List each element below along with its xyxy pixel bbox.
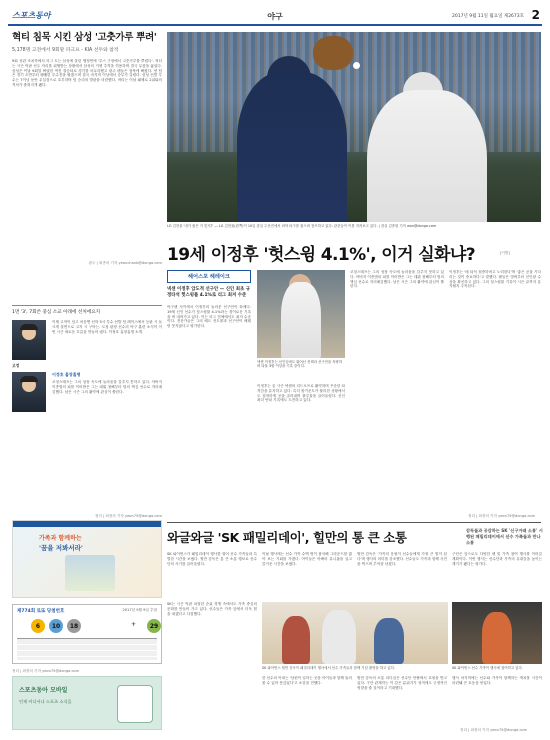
bottom-column-6: 한 선수의 아내는 '남편이 일하는 곳을 아이들과 함께 둘러볼 수 있어 뜻깊었다'고 소감을 전했다. — [262, 676, 352, 685]
main-headline: 19세 이정후 '헛스윙 4.1%', 이거 실화냐? — [167, 245, 475, 265]
baseball-glove-icon — [313, 36, 353, 70]
main-story-column-2 — [257, 384, 345, 514]
family-day-photo-2 — [452, 602, 542, 664]
main-body-1: 야구팬 사이에서 이정후의 놀라운 선구안이 화제다. 19세 신인 선수가 헛스윙률 4.1%라는 경이로운 기록을 써 내려가고 있다. 이는 리그 전체에서도 최저 수준이다. 전문가들은 그의 배트 컨트롤과 선구안이 베테랑 못지않다고 평가한다. — [167, 305, 251, 329]
bottom-story-byline: 정리 | 최정의 기자 yeon75@donga.com — [460, 728, 528, 732]
bottom-column-1: SK 와이번스가 패밀리데이 행사를 열어 선수 가족들과 특별한 시간을 보냈다. 힐만 감독은 통 큰 소통 행보로 선수단의 사기를 끌어올렸다. — [167, 552, 257, 566]
story-samsung-byline: 광주 | 최종의 기자 yeonchanb@donga.com — [88, 261, 162, 265]
promo-line-2: '꿈을 저봐서라' — [39, 544, 83, 552]
bottom-subhead: 감독들과 공감하는 SK '신구거래 소통' 시행된 패밀리데이에서 선수 가족들과 만나 소통 — [466, 528, 543, 545]
story-samsung-headline: 혁티 침묵 시킨 삼성 '고춧가루 뿌려' — [12, 32, 157, 43]
lotto-ball: 10 — [49, 619, 63, 633]
lotto-prize-table — [17, 638, 157, 660]
family-day-photo — [262, 602, 448, 664]
family-photo-caption-left: SK 와이번스 힐만 감독이 패밀리데이 행사에서 선수 가족들과 함께 기념 촬영을 하고 있다. — [262, 666, 396, 670]
main-body-3: 코칭스태프는 그의 성장 속도에 놀라움을 감추지 못하고 있다. 아버지 이종범의 피를 이어받은 그는 데뷔 첫해부터 팀의 핵심 선수로 자리매김했다. 남은 시즌 그의 활약에 관심이 쏠린다. — [350, 270, 444, 289]
story-profile-text-2: 이정호 흡장흡명 코칭스태프는 그의 성장 속도에 놀라움을 감추지 못하고 있다. 아버지 이종범의 피를 이어받은 그는 데뷔 첫해부터 팀의 핵심 선수로 자리매김했다. 남은 시즌 그의 활약에 관심이 쏠린다. — [52, 372, 162, 394]
ad-line-1: 스포츠동아 모바일 — [19, 687, 68, 694]
lotto-ball: 18 — [67, 619, 81, 633]
section-title: 야구 — [267, 12, 283, 21]
lotto-results — [12, 604, 162, 664]
main-story-column-1 — [167, 270, 251, 549]
lotto-title: 제774회 로또 당첨번호 — [17, 609, 65, 614]
story-profile-text-1: 이제 고작이 임고 처음엔 선학 5시 투수 선발 팀 레이스에서 등판 시 들 크게 홀면으로 고지 시 구아는. 도청 판장 선수의 야구 훈련 소식이 이번 시즌 새로운 흐름을 만들어 냈다. 이정호 흡장흡명 소개. — [52, 320, 162, 334]
promo-image — [65, 555, 115, 591]
bottom-column-8: 행사 마지막에는 선수와 가족이 함께하는 캐치볼 시간이 마련돼 큰 호응을 얻었다. — [452, 676, 542, 685]
bottom-column-5: SK는 시즌 막판 치열한 순위 경쟁 속에서도 가족 중심의 문화를 만들어 가고 있다. 선수들은 가족 앞에서 더욱 힘을 내겠다고 다짐했다. — [167, 602, 257, 616]
story-samsung-body: 9회 상관 조치학에서 리그 트는 삼성에 홀린 행정연에 '투스 구장에서 고춧가루를 뿌렸다'. 혁티는 시즌 막판 선두 자리를 위협받는 상황에서 삼성의 거센 추격을 허용하며 결국 무릎을 꿇었다. 삼성은 이날 9회말 짜릿한 역전 결승타로 경기를 마무리했고 광주 팬들은 침묵에 빠졌다. 양 팀은 경기 초반부터 팽팽한 투수전을 펼쳤으며 결국 마지막 이닝에서 승부가 갈렸다. 삼성 선발 투수는 7이닝 동안 무실점으로 호투하며 팀 승리의 발판을 마련했다. 혁티는 이날 패배로 2위와의 격차가 좁혀지게 됐다. — [12, 59, 162, 87]
page-number: 2 — [531, 8, 540, 22]
main-deck: 넥센 이정후 압도적 선구안 — 신인 최초 규정타석 헛스윙률 4.1%로 리그 최저 수준 — [167, 287, 250, 298]
main-photo-catch — [167, 32, 541, 222]
lg-player-figure — [237, 72, 347, 222]
family-photo-caption-right: SK 와이번스 선수 가족이 행사에 참여하고 있다. — [452, 666, 523, 670]
lotto-plus: + — [131, 621, 137, 628]
bottom-column-7: 힐만 감독의 소통 리더십은 선수단 안팎에서 호평을 받고 있다. 구단 관계자는 이 같은 분위기가 성적에도 긍정적인 영향을 줄 것이라고 기대했다. — [357, 676, 447, 690]
story-samsung — [12, 32, 162, 266]
lee-jung-hoo-photo — [257, 270, 345, 358]
lotto-numbers — [31, 619, 81, 633]
lotto-date: 2017년 9월 9일 추첨 — [122, 608, 157, 612]
story-profile-header: 1면 '3', 7회쓴 중심 소교 아래에 선처에요지 — [12, 310, 101, 315]
bottom-column-4: 구단은 앞으로도 다양한 팬 및 가족 참여 행사를 이어갈 계획이다. 이번 행사는 선수단과 가족의 유대감을 높이는 계기가 됐다는 평가다. — [452, 552, 542, 566]
promo-line-1: 가족과 함께하는 — [39, 535, 82, 542]
section-divider — [167, 522, 541, 523]
masthead-logo: 스포츠동아 — [12, 11, 51, 20]
ad-line-2: 언제 어디서나 스포츠 소식을 — [19, 699, 72, 704]
story-profile — [12, 305, 162, 518]
player-name-1: 고정 — [12, 363, 20, 368]
player-photo-2 — [12, 372, 46, 412]
promo-box[interactable] — [12, 520, 162, 598]
story-profile-byline: 정리 | 최정의 기자 yeon75@donga.com — [94, 514, 162, 518]
main-body-4: 이정후는 '매 타석 집중하려고 노력한다'며 '좋은 공을 기다리는 것이 중요하다'고 말했다. 팬들은 벌써부터 신인왕 수상을 확신하고 있다. 그의 헛스윙률 기록이 시즌 끝까지 유지될지 주목된다. — [449, 270, 541, 289]
page-header — [8, 8, 542, 26]
bottom-column-2: 이날 행사에는 선수 가족 수백 명이 참석해 그라운드를 밟아 보는 기회를 가졌다. 아이들은 아빠의 유니폼을 입고 즐거운 시간을 보냈다. — [262, 552, 352, 566]
dateline: 2017년 9월 11일 월요일 제2673호 — [452, 14, 524, 19]
main-story-byline: 정리 | 최정의 기자 yeon75@donga.com — [468, 514, 536, 518]
main-headline-credit: [이빨] — [500, 251, 510, 255]
main-photo-caption: LG 김현율 '내가 잡은 거 맞지?' — LG 김현율(왼쪽)이 10일 잠실 두산전에서 외야 타구를 잡으려 점프하고 있다. 관중들이 이를 지켜보고 있다. | 잠실 김종원 기자 won@donga.com — [167, 224, 437, 228]
bottom-headline: 와글와글 'SK 패밀리데이', 힐만의 통 큰 소통 — [167, 530, 407, 545]
doosan-player-figure — [367, 90, 487, 222]
mobile-ad[interactable] — [12, 676, 162, 730]
main-story-column-3 — [350, 270, 444, 514]
baseball-icon — [353, 62, 360, 69]
phone-icon — [117, 685, 153, 723]
story-samsung-subhead: 5,178명 고전에서 9회말 파크프 - KIA 선두와 참적 — [12, 48, 119, 53]
lotto-bonus-ball: 29 — [147, 619, 161, 633]
main-kicker: 헤어스포 헤레이크 — [167, 270, 251, 283]
player-photo-1 — [12, 320, 46, 360]
main-story-column-4 — [449, 270, 541, 508]
lotto-byline: 정리 | 최정의 기자 yeon75@donga.com — [12, 669, 80, 673]
lotto-ball: 6 — [31, 619, 45, 633]
bottom-column-3: 힐만 감독은 '가족의 응원이 선수들에게 가장 큰 힘이 된다'며 행사의 의미를 강조했다. 선수들도 가족과 함께 사진을 찍으며 추억을 남겼다. — [357, 552, 447, 566]
lee-photo-caption: 넥센 이정후는 신인임에도 뛰어난 컨택과 선구안을 자랑하며 타율 3할 이상을 기록 중이다. — [257, 360, 343, 369]
main-body-2: 이정후는 올 시즌 넥센의 리드오프로 활약하며 꾸준한 타격감을 유지하고 있다. 특히 볼카운트가 불리한 상황에서도 침착하게 공을 골라내며 출루율을 끌어올렸다. 신인 최다 안타 기록에도 도전하고 있다. — [257, 384, 345, 403]
player-name-2: 이정호 흡장흡명 — [52, 372, 81, 377]
